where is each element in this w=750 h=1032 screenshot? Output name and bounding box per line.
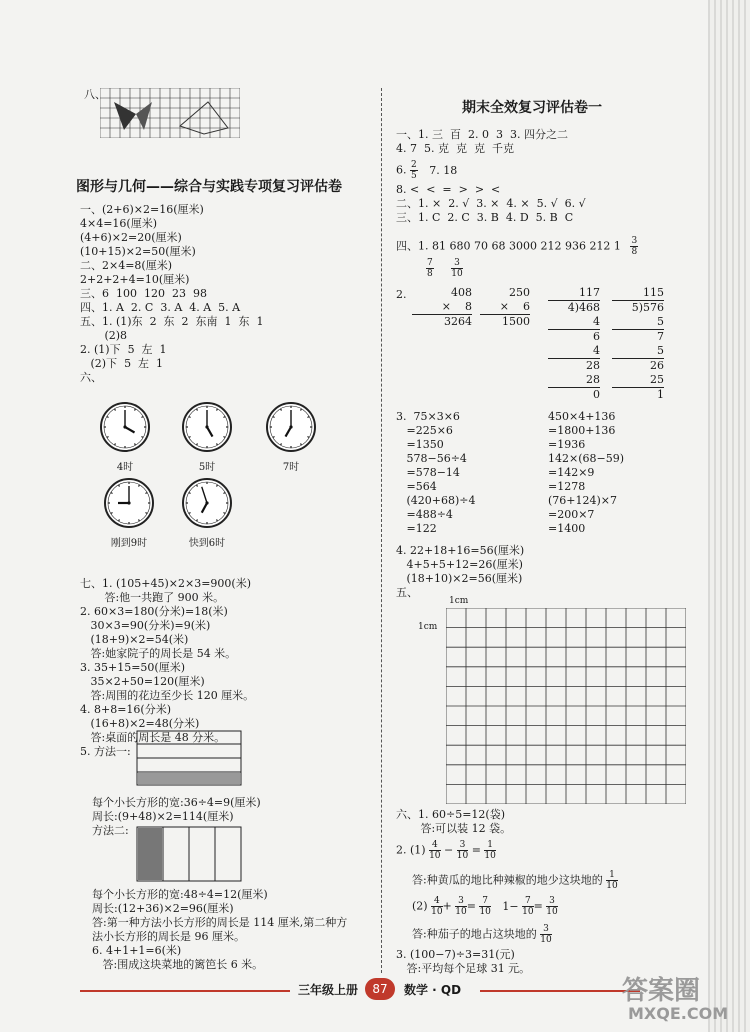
answer-line: =122	[396, 522, 437, 535]
answer-line: 七、1. (105+45)×2×3=900(米)	[80, 577, 252, 590]
answer-line: 3. 35+15=50(厘米)	[80, 661, 185, 674]
answer-line: 142×(68−59)	[548, 452, 625, 465]
right-answers-e	[396, 808, 511, 836]
answer-line: =1350	[396, 438, 444, 451]
right-line-6	[396, 160, 457, 181]
division-step: 26	[650, 359, 664, 372]
division-step: 5	[612, 344, 664, 359]
right-title: 期末全效复习评估卷一	[462, 100, 602, 116]
clock-label: 刚到9时	[110, 538, 148, 549]
reflected-shape-left	[114, 102, 136, 130]
clock	[182, 402, 232, 473]
answer-line: 4. 22+18+16=56(厘米)	[396, 544, 525, 557]
book-spine	[708, 0, 750, 1032]
clock	[266, 402, 316, 473]
answer-line: 一、(2+6)×2=16(厘米)	[80, 203, 204, 216]
division-step: 1	[657, 388, 664, 401]
answer-line: 5. 方法一:	[80, 745, 131, 758]
answer-line: =225×6	[396, 424, 453, 437]
clock-label: 快到6时	[188, 538, 226, 549]
answer-line: 4×4=16(厘米)	[80, 217, 158, 230]
answer-line: (2)8	[80, 329, 128, 342]
right-answers-d	[396, 544, 524, 600]
answer-line: 6. 4+1+1=6(米)	[92, 944, 182, 957]
division-step: 4)468	[567, 301, 600, 314]
method-two-rectangle	[136, 826, 242, 882]
answer-line: 答:她家院子的周长是 54 米。	[80, 647, 237, 660]
answer-line: 法小长方形的周长是 96 厘米。	[92, 930, 245, 943]
answer-line: =142×9	[548, 466, 595, 479]
division-step: 117	[548, 286, 600, 301]
q7-answer: 7. 18	[429, 163, 458, 177]
answer-line: 答:第一种方法小长方形的周长是 114 厘米,第二种方	[92, 916, 348, 929]
answer-line: 六、1. 60÷5=12(袋)	[396, 808, 506, 821]
fraction: $\frac{2}{5}$	[411, 160, 417, 181]
method-one-rectangle	[136, 730, 242, 786]
footer-subject: 数学 · QD	[404, 983, 462, 997]
q2-part1: 2. (1) $\frac{4}{10}$ − $\frac{3}{10}$ = $\frac{1}{10}$	[396, 840, 496, 861]
answer-line: 450×4+136	[548, 410, 616, 423]
reflected-shape-right	[136, 102, 152, 130]
answer-line: 二、1. × 2. √ 3. × 4. × 5. √ 6. √	[396, 197, 586, 210]
long-division-2	[612, 286, 664, 402]
watermark-logo: 答案圈	[622, 976, 701, 1006]
answer-line: (18+10)×2=56(厘米)	[396, 572, 523, 585]
right-answers-f	[396, 948, 530, 976]
right-answers-a	[396, 128, 568, 156]
watermark-url: MXQE.COM	[628, 1004, 729, 1023]
vertical-calc-2: 250 × 6 1500	[480, 286, 530, 329]
answer-line: 2. 60×3=180(分米)=18(米)	[80, 605, 228, 618]
section-4-values: 四、1. 81 680 70 68 3000 212 936 212 1	[396, 239, 621, 253]
left-answers-d	[92, 888, 347, 972]
answer-line: 4. 7 5. 克 克 克 千克	[396, 142, 514, 155]
fraction: $\frac{3}{10}$	[451, 258, 463, 279]
division-step: 4	[548, 315, 600, 330]
answer-line: 一、1. 三 百 2. 0 3 3. 四分之二	[396, 128, 568, 141]
answer-line: 周长:(9+48)×2=114(厘米)	[92, 810, 234, 823]
long-division-1	[548, 286, 600, 402]
left-title: 图形与几何——综合与实践专项复习评估卷	[76, 179, 342, 195]
vertical-calc-1: 408 × 8 3264	[412, 286, 472, 329]
answer-line: 35×2+50=120(厘米)	[80, 675, 205, 688]
square-grid	[446, 608, 686, 804]
grid-scale-left: 1cm	[418, 622, 438, 632]
answer-line: =1936	[548, 438, 586, 451]
clock-face-icon	[104, 478, 154, 528]
answer-line: =200×7	[548, 508, 595, 521]
answer-line: 3. (100−7)÷3=31(元)	[396, 948, 515, 961]
answer-line: 答:桌面的周长是 48 分米。	[80, 731, 226, 744]
division-step: 5	[612, 315, 664, 330]
answer-line: 8. < < = > > <	[396, 183, 501, 196]
division-step: 5)576	[631, 301, 664, 314]
answer-line: =1800+136	[548, 424, 616, 437]
answer-line: 答:平均每个足球 31 元。	[396, 962, 531, 975]
division-step: 25	[612, 373, 664, 388]
answer-line: =564	[396, 480, 437, 493]
left-answers-a	[80, 203, 264, 385]
division-step: 28	[548, 373, 600, 388]
answer-line: =1400	[548, 522, 586, 535]
right-answers-c1	[396, 410, 476, 536]
fraction: $\frac{3}{8}$	[631, 236, 638, 257]
answer-line: =1278	[548, 480, 586, 493]
answer-line: 三、6 100 120 23 98	[80, 287, 207, 300]
q2-part2-answer: 答:种茄子的地占这块地的 $\frac{3}{10}$	[412, 924, 552, 945]
answer-line: =488÷4	[396, 508, 453, 521]
shape-grid	[100, 88, 240, 138]
answer-line: 3. 75×3×6	[396, 410, 460, 423]
q2-part2: (2) $\frac{4}{10}$ + $\frac{3}{10}$ = $\frac{7}{10}$ 1− $\frac{7}{10}$ = $\frac{3}{10}$	[412, 896, 558, 917]
answer-line: 每个小长方形的宽:48÷4=12(厘米)	[92, 888, 268, 901]
answer-line: (16+8)×2=48(分米)	[80, 717, 200, 730]
answer-line: 方法二:	[92, 824, 129, 837]
answer-line: (76+124)×7	[548, 494, 618, 507]
answer-line: 五、1. (1)东 2 东 2 东南 1 东 1	[80, 315, 264, 328]
answer-line: (18+9)×2=54(米)	[80, 633, 189, 646]
answer-line: 答:围成这块菜地的篱笆长 6 米。	[92, 958, 264, 971]
answer-line: 每个小长方形的宽:36÷4=9(厘米)	[92, 796, 261, 809]
section-8-label: 八、	[84, 88, 106, 101]
answer-line: 二、2×4=8(厘米)	[80, 259, 173, 272]
right-fracs-row	[426, 258, 463, 279]
division-step: 0	[593, 388, 600, 401]
answer-line: 2. (1)下 5 左 1	[80, 343, 167, 356]
answer-line: 4. 8+8=16(分米)	[80, 703, 172, 716]
answer-line: (420+68)÷4	[396, 494, 476, 507]
answer-line: 五、	[396, 586, 418, 599]
clock-label: 5时	[198, 462, 216, 473]
right-line-4	[396, 236, 638, 257]
answer-line: 答:可以装 12 袋。	[396, 822, 512, 835]
answer-line: (10+15)×2=50(厘米)	[80, 245, 196, 258]
answer-line: 周长:(12+36)×2=96(厘米)	[92, 902, 234, 915]
calc-label: 2.	[396, 288, 407, 301]
answer-line: (2)下 5 左 1	[80, 357, 164, 370]
division-step: 7	[657, 330, 664, 343]
answer-line: 4+5+5+12=26(厘米)	[396, 558, 523, 571]
clock-label: 4时	[116, 462, 134, 473]
division-step: 115	[612, 286, 664, 301]
footer-rule-left	[80, 990, 290, 992]
division-step: 6	[593, 330, 600, 343]
clock-face-icon	[182, 478, 232, 528]
q2-part1-answer: 答:种黄瓜的地比种辣椒的地少这块地的 $\frac{1}{10}$	[412, 870, 618, 891]
page-number: 87	[365, 978, 395, 1000]
page-footer	[80, 980, 640, 1002]
footer-grade: 三年级上册	[298, 983, 359, 997]
answer-line: 答:他一共跑了 900 米。	[80, 591, 225, 604]
clock-label: 7时	[282, 462, 300, 473]
right-answers-c2	[548, 410, 624, 536]
answer-line: 30×3=90(分米)=9(米)	[80, 619, 211, 632]
fraction: $\frac{7}{8}$	[427, 258, 433, 279]
clock-face-icon	[182, 402, 232, 452]
answer-line: 三、1. C 2. C 3. B 4. D 5. B C	[396, 211, 574, 224]
footer-rule-right	[480, 990, 640, 992]
clock	[104, 478, 154, 549]
clock-face-icon	[266, 402, 316, 452]
answer-line: 答:周围的花边至少长 120 厘米。	[80, 689, 255, 702]
answer-line: 2+2+2+4=10(厘米)	[80, 273, 190, 286]
division-step: 4	[548, 344, 600, 359]
answer-line: 四、1. A 2. C 3. A 4. A 5. A	[80, 301, 241, 314]
division-step: 28	[586, 359, 600, 372]
clock-face-icon	[100, 402, 150, 452]
grid-scale-top: 1cm	[449, 596, 469, 606]
column-divider	[381, 88, 382, 973]
clock	[100, 402, 150, 473]
answer-line: 六、	[80, 371, 102, 384]
q6-label: 6.	[396, 163, 407, 177]
clock	[182, 478, 232, 549]
answer-line: =578−14	[396, 466, 460, 479]
right-answers-b	[396, 183, 586, 225]
answer-line: (4+6)×2=20(厘米)	[80, 231, 182, 244]
answer-line: 578−56÷4	[396, 452, 467, 465]
